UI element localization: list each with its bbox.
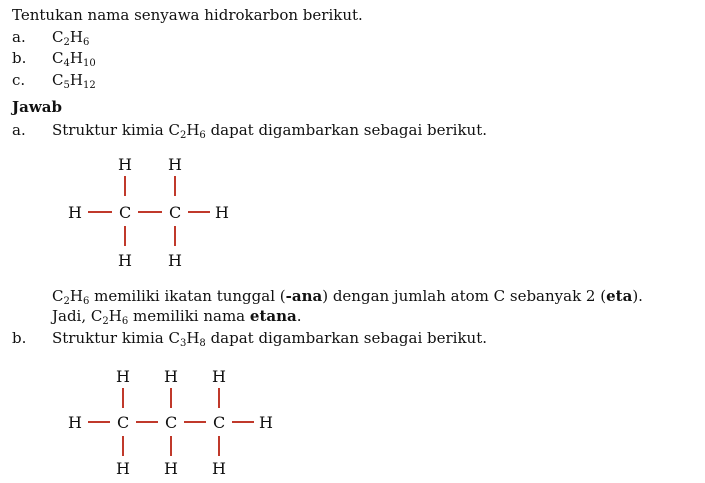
atom-h: H: [212, 459, 226, 478]
propane-structure: [60, 362, 290, 480]
part-a-explanation-2: Jadi, $C_2H_6$ memiliki nama etana.: [52, 307, 302, 327]
atom-h: H: [259, 413, 273, 432]
atom-c: C: [213, 413, 226, 432]
item-b-label: b.: [12, 49, 27, 67]
atom-c: C: [119, 203, 132, 222]
part-b-label: b.: [12, 329, 27, 347]
atom-c: C: [169, 203, 182, 222]
atom-h: H: [164, 459, 178, 478]
part-a-label: a.: [12, 121, 26, 139]
part-a-text: Struktur kimia $C_2H_6$ dapat digambarkan sebagai berikut.: [52, 121, 488, 141]
atom-h: H: [116, 367, 130, 386]
atom-h: H: [68, 413, 82, 432]
atom-h: H: [168, 251, 182, 270]
part-b-text: Struktur kimia $C_3H_8$ dapat digambarkan sebagai berikut.: [52, 329, 488, 349]
item-a-label: a.: [12, 28, 26, 46]
atom-h: H: [215, 203, 229, 222]
atom-h: H: [68, 203, 82, 222]
item-a-formula: $C_2H_6$: [52, 28, 90, 48]
atom-h: H: [212, 367, 226, 386]
item-c-label: c.: [12, 71, 26, 89]
atom-h: H: [164, 367, 178, 386]
atom-h: H: [118, 251, 132, 270]
ethane-structure: [60, 148, 260, 276]
item-c-formula: $C_5H_{12}$: [52, 71, 96, 91]
part-a-explanation-1: $C_2H_6$ memiliki ikatan tunggal (-ana) dengan jumlah atom C sebanyak 2 (eta).: [52, 287, 643, 307]
atom-c: C: [117, 413, 130, 432]
question-intro: Tentukan nama senyawa hidrokarbon berikut.: [12, 6, 363, 24]
item-b-formula: $C_4H_{10}$: [52, 49, 96, 69]
atom-h: H: [116, 459, 130, 478]
answer-heading: Jawab: [12, 98, 62, 116]
atom-h: H: [118, 155, 132, 174]
atom-h: H: [168, 155, 182, 174]
atom-c: C: [165, 413, 178, 432]
